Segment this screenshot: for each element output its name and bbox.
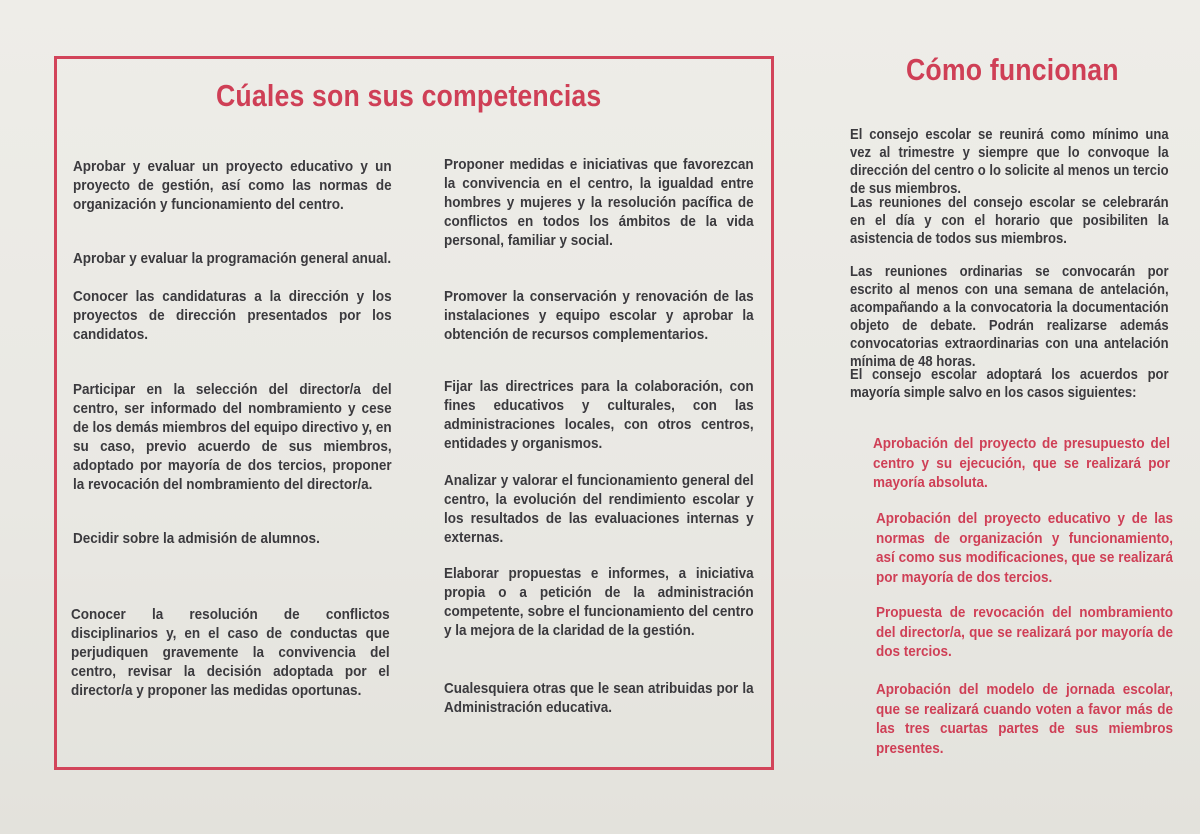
competencia-item: Aprobar y evaluar la programación general anual. — [73, 250, 392, 267]
mayoria-caso: Aprobación del proyecto educativo y de las normas de organización y funcionamiento, así como sus modificaciones, que se realizará por mayoría de dos tercios. — [876, 510, 1173, 586]
competencia-item: Aprobar y evaluar un proyecto educativo y un proyecto de gestión, así como las normas de organización y funcionamiento del centro. — [73, 158, 392, 213]
competencia-item: Proponer medidas e iniciativas que favorezcan la convivencia en el centro, la igualdad entre hombres y mujeres y la resolución pacífica de conflictos en todos los ámbitos de la vida personal, familiar y social. — [444, 156, 754, 249]
funcionamiento-title: Cómo funcionan — [906, 52, 1119, 87]
mayoria-caso: Aprobación del modelo de jornada escolar, que se realizará cuando voten a favor más de las tres cuartas partes de sus miembros presentes. — [876, 681, 1173, 757]
funcionamiento-paragraph: Las reuniones ordinarias se convocarán por escrito al menos con una semana de antelación, acompañando a la convocatoria la documentación objeto de debate. Podrán realizarse además convocatorias extraordinarias con una antelación mínima de 48 horas. — [850, 264, 1169, 370]
competencia-item: Promover la conservación y renovación de las instalaciones y equipo escolar y aprobar la obtención de recursos complementarios. — [444, 288, 754, 343]
competencia-item: Conocer las candidaturas a la dirección y los proyectos de dirección presentados por los candidatos. — [73, 288, 392, 343]
funcionamiento-paragraph: El consejo escolar adoptará los acuerdos por mayoría simple salvo en los casos siguientes: — [850, 367, 1169, 401]
mayoria-caso: Propuesta de revocación del nombramiento del director/a, que se realizará por mayoría de dos tercios. — [876, 604, 1173, 660]
funcionamiento-paragraph: El consejo escolar se reunirá como mínimo una vez al trimestre y siempre que lo convoque la dirección del centro o lo solicite al menos un tercio de sus miembros. — [850, 127, 1169, 197]
competencia-item: Cualesquiera otras que le sean atribuidas por la Administración educativa. — [444, 680, 754, 716]
competencia-item: Fijar las directrices para la colaboración, con fines educativos y culturales, con las administraciones locales, con otros centros, entidades y organismos. — [444, 378, 754, 452]
competencias-title: Cúales son sus competencias — [216, 78, 602, 113]
funcionamiento-paragraph: Las reuniones del consejo escolar se celebrarán en el día y con el horario que posibiliten la asistencia de todos sus miembros. — [850, 195, 1169, 247]
competencia-item: Analizar y valorar el funcionamiento general del centro, la evolución del rendimiento escolar y los resultados de las evaluaciones internas y externas. — [444, 472, 754, 546]
competencia-item: Elaborar propuestas e informes, a iniciativa propia o a petición de la administración competente, sobre el funcionamiento del centro y la mejora de la claridad de la gestión. — [444, 565, 754, 639]
mayoria-caso: Aprobación del proyecto de presupuesto del centro y su ejecución, que se realizará por mayoría absoluta. — [873, 435, 1170, 491]
competencia-item: Conocer la resolución de conflictos disciplinarios y, en el caso de conductas que perjudiquen gravemente la convivencia del centro, revisar la decisión adoptada por el director/a y proponer las medidas oportunas. — [71, 606, 390, 699]
competencia-item: Participar en la selección del director/a del centro, ser informado del nombramiento y cese de los demás miembros del equipo directivo y, en su caso, previo acuerdo de sus miembros, adoptado por mayoría de dos tercios, proponer la revocación del nombramiento del director/a. — [73, 381, 392, 493]
competencia-item: Decidir sobre la admisión de alumnos. — [73, 530, 320, 547]
